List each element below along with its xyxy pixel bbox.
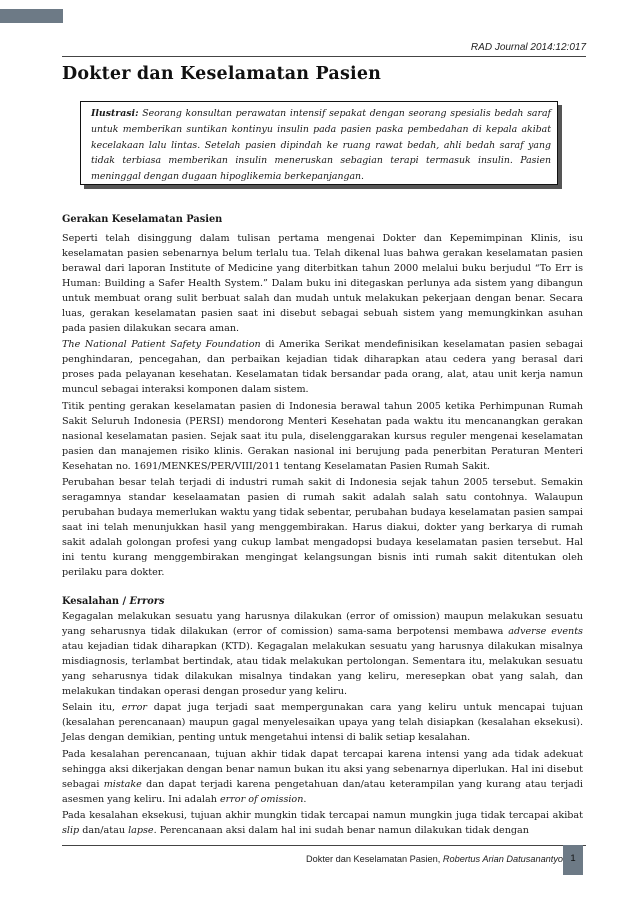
illustration-box xyxy=(80,101,558,185)
illustration-label: Ilustrasi: xyxy=(91,108,139,119)
footer-author: Robertus Arian Datusanantyo xyxy=(442,854,564,864)
paragraph: Seperti telah disinggung dalam tulisan pertama mengenai Dokter dan Kepemimpinan Klinis, isu keselamatan pasien sebenarnya belum terlalu tua. Telah dikenal luas bahwa gerakan keselamatan pasien berawal dari laporan Institute of Medicine yang diterbitkan tahun 2000 melalui buku berjudul “To Err is Human: Building a Safer Health System.” Dalam buku ini ditegaskan perlunya ada sistem yang dibangun untuk membuat orang sulit berbuat salah dan mudah untuk melakukan pekerjaan dengan benar. Secara luas, gerakan keselamatan pasien saat ini disebut sebagai sebuah sistem yang memungkinkan asuhan pada pasien dilakukan secara aman. xyxy=(62,233,583,335)
article-title: Dokter dan Keselamatan Pasien xyxy=(62,64,382,84)
page-number: 1 xyxy=(570,853,576,864)
footer-rule xyxy=(62,845,586,846)
article-body xyxy=(62,212,583,839)
paragraph: Titik penting gerakan keselamatan pasien di Indonesia berawal tahun 2005 ketika Perhimpunan Rumah Sakit Seluruh Indonesia (PERSI) mendorong Menteri Kesehatan pada waktu itu mencanangkan gerakan nasional keselamatan pasien. Sejak saat itu pula, diselenggarakan kursus reguler mengenai keselamatan pasien dan manajemen risiko klinis. Gerakan nasional ini berujung pada penerbitan Peraturan Menteri Kesehatan no. 1691/MENKES/PER/VIII/2011 tentang Keselamatan Pasien Rumah Sakit. xyxy=(62,400,583,472)
paragraph: Selain itu, error dapat juga terjadi saat mempergunakan cara yang keliru untuk mencapai tujuan (kesalahan perencanaan) maupun gagal menyelesaikan upaya yang telah disiapkan (kesalahan eksekusi). Jelas dengan demikian, penting untuk mengetahui intensi di balik setiap kesalahan. xyxy=(62,702,583,744)
section-heading-gerakan: Gerakan Keselamatan Pasien xyxy=(62,214,223,225)
illustration-text: Seorang konsultan perawatan intensif sepakat dengan seorang spesialis bedah saraf untuk memberikan suntikan kontinyu insulin pada pasien paska pembedahan di kepala akibat kecelakaan lalu lintas. Setelah pasien dipindah ke ruang rawat bedah, ahli bedah saraf yang tidak terbiasa memberikan insulin meneruskan sebagian terapi termasuk insulin. Pasien meninggal dengan dugaan hipoglikemia berkepanjangan. xyxy=(91,108,551,183)
italic-term: The National Patient Safety Foundation xyxy=(62,339,261,351)
journal-reference: RAD Journal 2014:12:017 xyxy=(470,42,586,53)
paragraph: Kegagalan melakukan sesuatu yang harusnya dilakukan (error of omission) maupun melakukan sesuatu yang seharusnya tidak dilakukan (error of comission) sama-sama berpotensi membawa adverse events atau kejadian tidak diharapkan (KTD). Kegagalan melakukan sesuatu yang harusnya dilakukan misalnya misdiagnosis, terlambat bertindak, atau tidak melakukan pertolongan. Sementara itu, melakukan sesuatu yang seharusnya tidak dilakukan misalnya tindakan yang keliru, meresepkan obat yang salah, dan melakukan tindakan operasi dengan prosedur yang keliru. xyxy=(62,611,583,698)
paragraph: Pada kesalahan perencanaan, tujuan akhir tidak dapat tercapai karena intensi yang ada tidak adekuat sehingga aksi dikerjakan dengan benar namun bukan itu aksi yang sebenarnya diperlukan. Hal ini disebut sebagai mistake dan dapat terjadi karena pengetahuan dan/atau keterampilan yang kurang atau terjadi asesmen yang keliru. Ini adalah error of omission. xyxy=(62,748,583,805)
section-heading-kesalahan: Kesalahan / Errors xyxy=(62,596,165,608)
corner-tab-decoration xyxy=(0,9,63,23)
paragraph: Pada kesalahan eksekusi, tujuan akhir mungkin tidak tercapai namun mungkin juga tidak tercapai akibat slip dan/atau lapse. Perencanaan aksi dalam hal ini sudah benar namun dilakukan tidak dengan xyxy=(62,809,583,836)
paragraph: The National Patient Safety Foundation di Amerika Serikat mendefinisikan keselamatan pasien sebagai penghindaran, pencegahan, dan perbaikan kejadian tidak diharapkan atau cedera yang berasal dari proses pada pelayanan kesehatan. Keselamatan tidak bersandar pada orang, alat, atau unit kerja namun muncul sebagai interaksi komponen dalam sistem. xyxy=(62,339,583,396)
paragraph: Perubahan besar telah terjadi di industri rumah sakit di Indonesia sejak tahun 2005 tersebut. Semakin seragamnya standar keselaamatan pasien di rumah sakit adalah salah satu contohnya. Walaupun perubahan budaya memerlukan waktu yang tidak sebentar, perubahan budaya keselamatan pasien sampai saat ini telah menunjukkan hasil yang menggembirakan. Harus diakui, dokter yang berkarya di rumah sakit adalah golongan profesi yang cukup lambat mengadopsi budaya keselamatan pasien tersebut. Hal ini tentu kurang menggembirakan mengingat kelangsungan bisnis inti rumah sakit ditentukan oleh perilaku para dokter. xyxy=(62,476,583,579)
footer-citation: Dokter dan Keselamatan Pasien, Robertus Arian Datusanantyo xyxy=(305,854,564,864)
header-rule xyxy=(62,56,586,57)
